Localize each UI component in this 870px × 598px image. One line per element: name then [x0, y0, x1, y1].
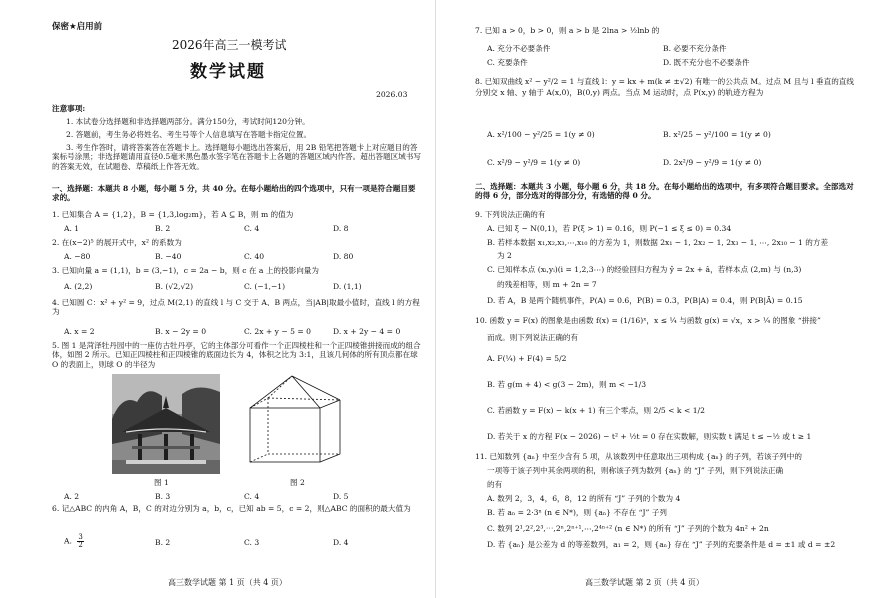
q1-option-d: D. 8	[333, 224, 349, 233]
q11-option-b: B. 若 aₙ = 2·3ⁿ (n ∈ N*)，则 {aₙ} 不存在 “J” 子列	[487, 508, 667, 517]
q4-option-d: D. x + 2y − 4 = 0	[333, 327, 401, 336]
q4-option-b: B. x − 2y = 0	[155, 327, 207, 336]
figure-1-caption: 图 1	[154, 478, 169, 487]
q9-option-c-line2: 的残差相等，则 m + 2n = 7	[497, 280, 597, 289]
q1-option-a: A. 1	[64, 224, 80, 233]
q10-option-b: B. 若 g(m + 4) < g(3 − 2m)，则 m < −1/3	[487, 380, 647, 389]
q9-stem: 9. 下列说法正确的有	[475, 210, 546, 219]
q8-option-c: C. x²/9 − y²/9 = 1(y ≠ 0)	[487, 158, 581, 167]
page-2	[435, 0, 870, 598]
q4-option-a: A. x = 2	[64, 327, 95, 336]
q6-option-d: D. 4	[333, 538, 349, 547]
q3-option-b: B. (√2,√2)	[155, 282, 194, 291]
q11-stem-line3: 的有	[487, 480, 503, 489]
q6-option-a-prefix: A.	[64, 536, 72, 546]
q2-option-c: C. 40	[244, 252, 265, 261]
q9-option-d: D. 若 A，B 是两个随机事件，P(A) = 0.6，P(B) = 0.3，P(B|A) = 0.4，则 P(B|Ā) = 0.15	[487, 296, 803, 305]
confidential-label: 保密★启用前	[52, 22, 103, 32]
section-1-heading: 一、选择题：本题共 8 小题，每小题 5 分，共 40 分。在每小题给出的四个选项中，只有一项是符合题目要求的。	[52, 184, 416, 203]
q3-option-a: A. (2,2)	[64, 282, 93, 291]
q10-option-d: D. 若关于 x 的方程 F(x − 2026) − t² + ½t = 0 存在实数解，则实数 t 满足 t ≤ −½ 或 t ≥ 1	[487, 432, 812, 441]
q4-stem: 4. 已知圆 C：x² + y² = 9，过点 M(2,1) 的直线 l 与 C 交于 A、B 两点，当|AB|取最小值时，直线 l 的方程为	[52, 298, 420, 317]
exam-date: 2026.03	[376, 90, 408, 99]
q8-stem: 8. 已知双曲线 x² − y²/2 = 1 与直线 l：y = kx + m(k ≠ ±√2) 有唯一的公共点 M。过点 M 且与 l 垂直的直线分别交 x 轴、y 轴于 A(x,0)，B(0,y) 两点。当点 M 运动时，点 P(x,y) 的轨迹方程为	[475, 77, 854, 97]
q7-option-d: D. 既不充分也不必要条件	[663, 58, 750, 67]
notice-3: 3. 考生作答时，请将答案答在答题卡上。选择题每小题选出答案后，用 2B 铅笔把答题卡上对应题目的答案标号涂黑；非选择题请用直径0.5毫米黑色墨水签字笔在答题卡上各题的答题区域内作答。超出答题区域书写的答案无效，在试题卷、草稿纸上作答无效。	[52, 143, 421, 171]
q9-option-c-line1: C. 已知样本点 (xᵢ,yᵢ)(i = 1,2,3⋯) 的经验回归方程为 ŷ = 2x + â，若样本点 (2,m) 与 (n,3)	[487, 265, 802, 274]
exam-title: 2026年高三一模考试	[172, 38, 287, 52]
q3-stem: 3. 已知向量 a = (1,1)，b = (3,−1)，c = 2a − b，则 c 在 a 上的投影向量为	[52, 266, 319, 275]
q3-option-c: C. (−1,−1)	[244, 282, 286, 291]
q2-stem: 2. 在(x−2)⁵ 的展开式中，x² 的系数为	[52, 238, 182, 247]
q5-option-c: C. 4	[244, 492, 260, 501]
pavilion-photo	[112, 374, 220, 474]
q9-option-a: A. 已知 ξ ~ N(0,1)，若 P(ξ > 1) = 0.16，则 P(−1 ≤ ξ ≤ 0) = 0.34	[487, 224, 732, 233]
q5-stem: 5. 图 1 是菏泽牡丹园中的一座仿古牡丹亭，它的主体部分可看作一个正四棱柱和一个正四棱锥拼接而成的组合体，如图 2 所示。已知正四棱柱和正四棱锥的底面边长为 4，体积之比为 3:1，且该几何体的所有顶点都在球 O 的表面上，则球 O 的半径为	[52, 341, 421, 369]
q6-stem: 6. 记△ABC 的内角 A，B，C 的对边分别为 a，b，c，已知 ab = 5，c = 2，则△ABC 的面积的最大值为	[52, 504, 411, 513]
prism-pyramid-diagram	[232, 374, 350, 474]
q8-option-d: D. 2x²/9 − y²/9 = 1(y ≠ 0)	[663, 158, 762, 167]
q6-option-b: B. 2	[155, 538, 171, 547]
q6-option-a-numerator: 3	[78, 533, 83, 541]
subject-title: 数学试题	[190, 62, 266, 82]
q8-option-a: A. x²/100 − y²/25 = 1(y ≠ 0)	[487, 130, 595, 139]
q1-option-b: B. 2	[155, 224, 171, 233]
q10-option-a: A. F(¼) + F(4) = 5/2	[487, 354, 567, 363]
q11-stem-line1: 11. 已知数列 {aₙ} 中至少含有 5 项，从该数列中任意取出三项构成 {aₙ} 的子列，若该子列中的	[475, 452, 802, 461]
q5-option-a: A. 2	[64, 492, 80, 501]
q2-option-b: B. −40	[155, 252, 182, 261]
page-2-footer: 高三数学试题 第 2 页（共 4 页）	[585, 578, 704, 587]
q7-option-b: B. 必要不充分条件	[663, 44, 727, 53]
notice-1: 1. 本试卷分选择题和非选择题两部分。满分150分，考试时间120分钟。	[66, 117, 310, 126]
q7-stem: 7. 已知 a > 0，b > 0，则 a > b 是 2lna > ½lnb 的	[475, 26, 660, 35]
q11-stem-line2: 一项等于该子列中其余两项的积，则称该子列为数列 {aₙ} 的 “J” 子列，则下列说法正确	[487, 466, 784, 475]
q9-option-b-line1: B. 若样本数据 x₁,x₂,x₃,⋯,x₁₀ 的方差为 1，则数据 2x₁ − 1, 2x₂ − 1, 2x₃ − 1, ⋯, 2x₁₀ − 1 的方差	[487, 238, 829, 247]
q9-option-b-line2: 为 2	[497, 251, 512, 260]
q6-option-a-denominator: 2	[78, 541, 83, 549]
q8-option-b: B. x²/25 − y²/100 = 1(y ≠ 0)	[663, 130, 771, 139]
q6-option-a	[64, 534, 84, 549]
q11-option-d: D. 若 {aₙ} 是公差为 d 的等差数列，a₁ = 2，则 {aₙ} 存在 “J” 子列的充要条件是 d = ±1 或 d = ±2	[487, 540, 836, 549]
q3-option-d: D. (1,1)	[333, 282, 362, 291]
q2-option-a: A. −80	[64, 252, 91, 261]
q10-stem-line2: 而成。则下列说法正确的有	[487, 333, 579, 342]
q7-option-a: A. 充分不必要条件	[487, 44, 551, 53]
section-2-heading: 二、选择题：本题共 3 小题，每小题 6 分，共 18 分。在每小题给出的选项中，有多项符合题目要求。全部选对的得 6 分，部分选对的得部分分，有选错的得 0 分。	[475, 182, 854, 201]
notice-header: 注意事项:	[52, 104, 86, 113]
q2-option-d: D. 80	[333, 252, 354, 261]
q10-stem-line1: 10. 函数 y = F(x) 的图象是由函数 f(x) = (1/16)ˣ，x ≤ ¼ 与函数 g(x) = √x，x > ¼ 的图象 “拼接”	[475, 316, 821, 325]
q6-option-c: C. 3	[244, 538, 260, 547]
q11-option-c: C. 数列 2¹,2²,2³,⋯,2ⁿ,2ⁿ⁺¹,⋯,2⁴ⁿ⁺² (n ∈ N*) 的所有 “J” 子列的个数为 4n² + 2n	[487, 524, 769, 533]
q1-option-c: C. 4	[244, 224, 260, 233]
q5-option-b: B. 3	[155, 492, 171, 501]
q4-option-c: C. 2x + y − 5 = 0	[244, 327, 312, 336]
q10-option-c: C. 若函数 y = F(x) − k(x + 1) 有三个零点，则 2/5 < k < 1/2	[487, 406, 705, 415]
notice-2: 2. 答题前，考生务必将姓名、考生号等个人信息填写在答题卡指定位置。	[66, 130, 312, 139]
q5-option-d: D. 5	[333, 492, 349, 501]
figure-2-caption: 图 2	[290, 478, 305, 487]
q11-option-a: A. 数列 2，3，4，6，8，12 的所有 “J” 子列的个数为 4	[487, 494, 681, 503]
page-1-footer: 高三数学试题 第 1 页（共 4 页）	[168, 578, 287, 587]
q1-stem: 1. 已知集合 A = {1,2}，B = {1,3,log₂m}，若 A ⊆ B，则 m 的值为	[52, 210, 294, 219]
q7-option-c: C. 充要条件	[487, 58, 528, 67]
